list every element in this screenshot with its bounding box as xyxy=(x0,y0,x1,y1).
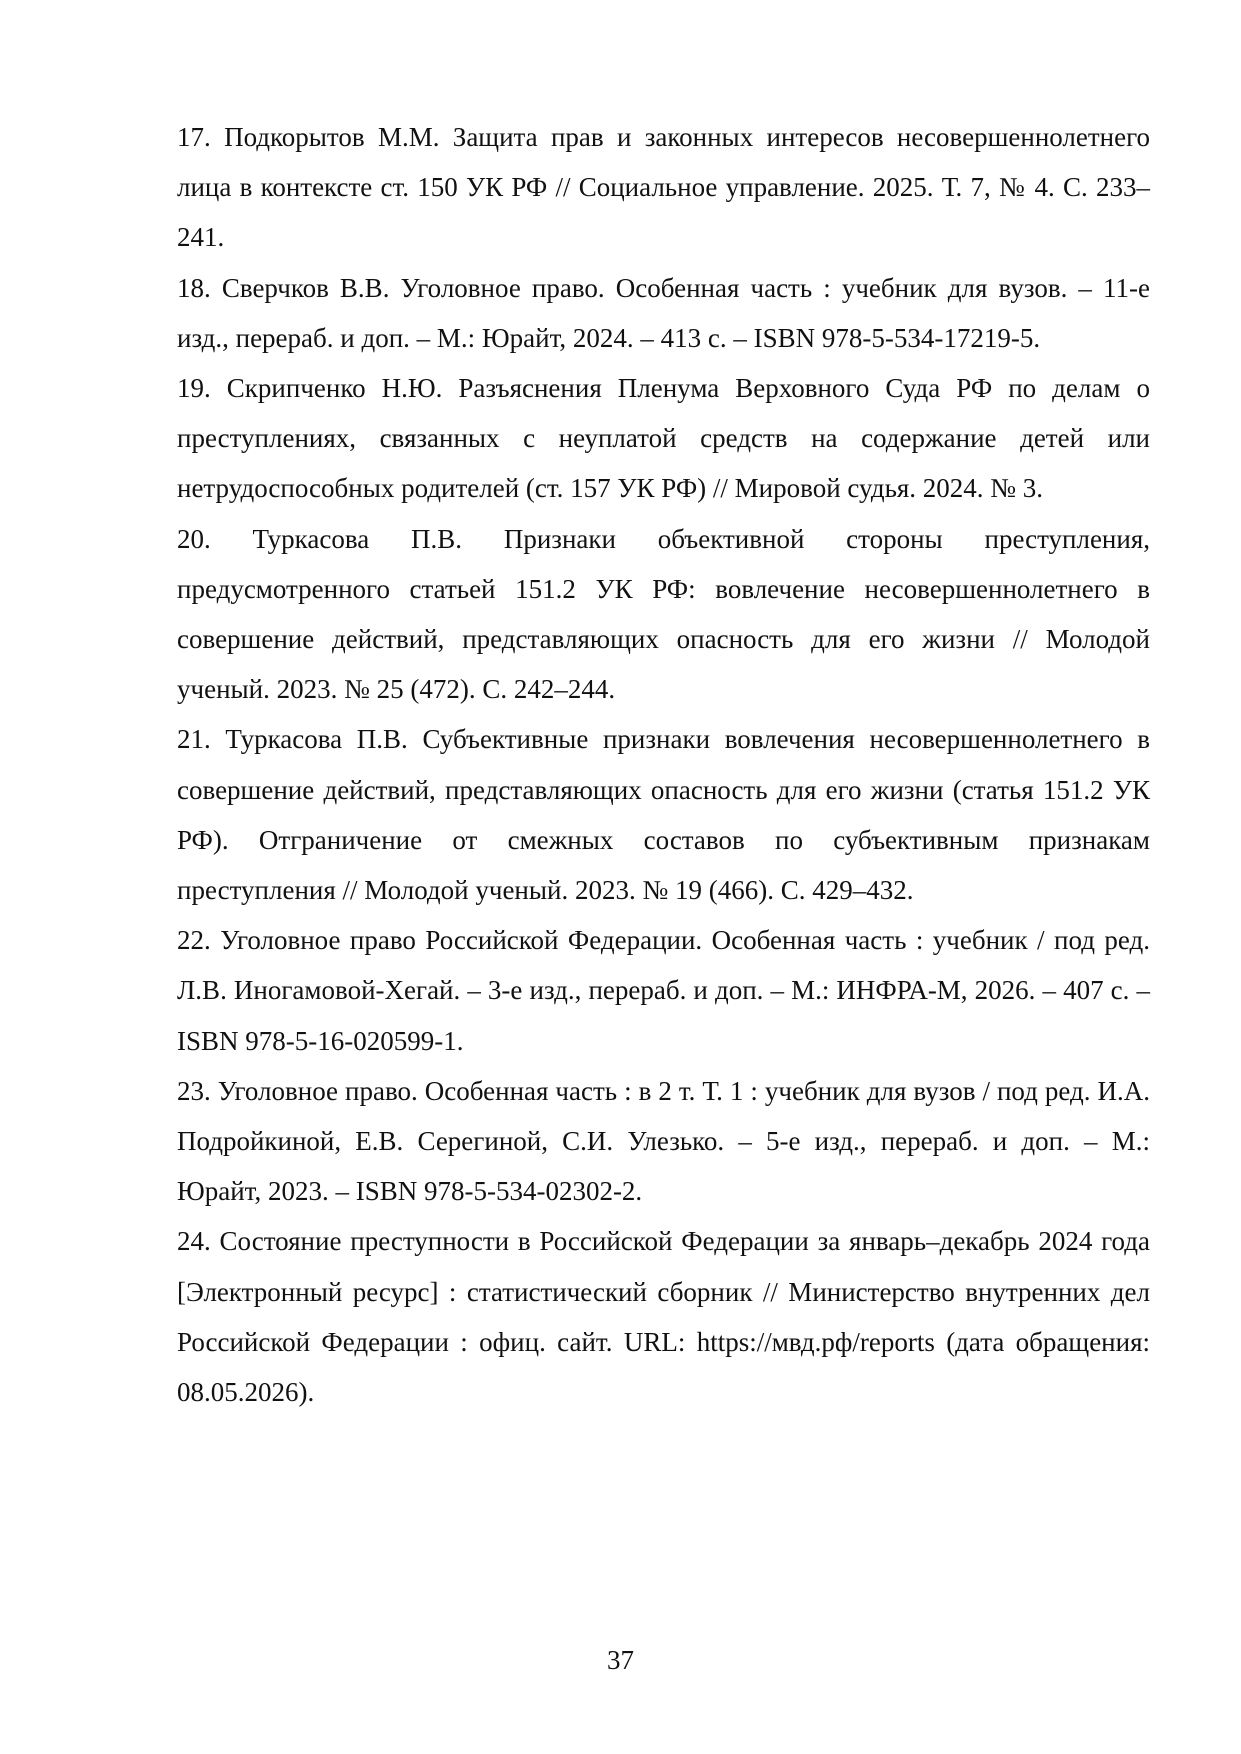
reference-17: 17. Подкорытов М.М. Защита прав и законных интересов несовершеннолетнего лица в контексте ст. 150 УК РФ // Социальное управление. 2025. Т. 7, № 4. С. 233–241. xyxy=(177,122,1150,253)
reference-18: 18. Сверчков В.В. Уголовное право. Особенная часть : учебник для вузов. – 11-е изд., перераб. и доп. – М.: Юрайт, 2024. – 413 с. – ISBN 978-5-534-17219-5. xyxy=(177,272,1150,353)
bibliography-list xyxy=(177,112,1150,1417)
reference-21: 21. Туркасова П.В. Субъективные признаки вовлечения несовершеннолетнего в совершение действий, представляющих опасность для его жизни (статья 151.2 УК РФ). Отграничение от смежных составов по субъективным признакам преступления // Молодой ученый. 2023. № 19 (466). С. 429–432. xyxy=(177,724,1150,906)
reference-19: 19. Скрипченко Н.Ю. Разъяснения Пленума Верховного Суда РФ по делам о преступлениях, связанных с неуплатой средств на содержание детей или нетрудоспособных родителей (ст. 157 УК РФ) // Мировой судья. 2024. № 3. xyxy=(177,373,1150,504)
reference-24: 24. Состояние преступности в Российской Федерации за январь–декабрь 2024 года [Электронный ресурс] : статистический сборник // Министерство внутренних дел Российской Федерации : офиц. сайт. URL: https://мвд.рф/reports (дата обращения: 08.05.2026). xyxy=(177,1226,1150,1408)
page-number: 37 xyxy=(607,1645,634,1675)
reference-22: 22. Уголовное право Российской Федерации. Особенная часть : учебник / под ред. Л.В. Иногамовой-Хегай. – 3-е изд., перераб. и доп. – М.: ИНФРА-М, 2026. – 407 с. – ISBN 978-5-16-020599-1. xyxy=(177,925,1150,1056)
reference-20: 20. Туркасова П.В. Признаки объективной стороны преступления, предусмотренного статьей 151.2 УК РФ: вовлечение несовершеннолетнего в совершение действий, представляющих опасность для его жизни // Молодой ученый. 2023. № 25 (472). С. 242–244. xyxy=(177,523,1150,705)
reference-23: 23. Уголовное право. Особенная часть : в 2 т. Т. 1 : учебник для вузов / под ред. И.А. Подройкиной, Е.В. Серегиной, С.И. Улезько. – 5-е изд., перераб. и доп. – М.: Юрайт, 2023. – ISBN 978-5-534-02302-2. xyxy=(177,1075,1150,1207)
